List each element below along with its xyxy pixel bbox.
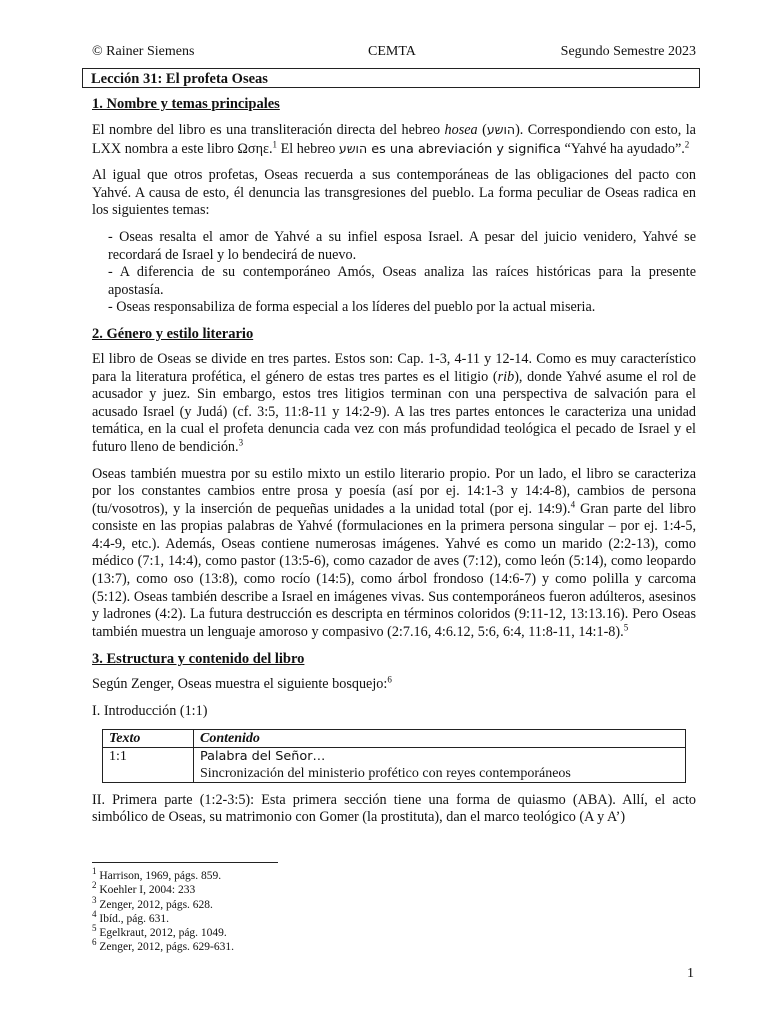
list-item: - Oseas responsabiliza de forma especial a los líderes del pueblo por la actual miseria. (108, 299, 596, 316)
footnote-ref: 4 (570, 498, 576, 509)
section-2-heading: 2. Género y estilo literario (92, 325, 254, 342)
section-1-paragraph-2: Al igual que otros profetas, Oseas recuerda a sus contemporáneas de las obligaciones del pacto con Yahvé. A causa de esto, él denuncia las transgresiones del pueblo. La forma peculiar de Oseas radica en los siguientes temas: (92, 167, 696, 219)
footnote: $^2$ Koehler I, 2004: 233 (92, 880, 196, 897)
themes-list (108, 229, 696, 317)
footnote-ref: 5 (623, 622, 629, 633)
footnote: $^6$ Zenger, 2012, págs. 629-631. (92, 937, 235, 954)
footnote-ref: 3 (238, 437, 244, 448)
footnote: $^4$ Ibíd., pág. 631. (92, 909, 170, 925)
footnotes (92, 866, 696, 955)
footnote-ref: 2 (684, 138, 690, 149)
page-number: 1 (687, 966, 694, 981)
footnote: $^1$ Harrison, 1969, págs. 859. (92, 866, 222, 882)
table-header-row (103, 729, 686, 747)
footnote: $^5$ Egelkraut, 2012, pág. 1049. (92, 923, 227, 940)
list-item: - Oseas resalta el amor de Yahvé a su infiel esposa Israel. A pesar del juicio venidero, Yahvé se recordará de Israel y lo bendecirá de nuevo. (108, 228, 696, 263)
header-semester: Segundo Semestre 2023 (560, 44, 696, 59)
outline-table (102, 729, 686, 783)
footnote: $^3$ Zenger, 2012, págs. 628. (92, 894, 213, 911)
footnote-divider (92, 862, 278, 863)
cell-reference: 1:1 (103, 747, 194, 782)
column-header-contenido: Contenido (194, 729, 686, 747)
section-2-paragraph-1: El libro de Oseas se divide en tres partes. Estos son: Cap. 1-3, 4-11 y 12-14. Como es muy característico para la literatura profética, el género de estas tres partes es el litigio (rib), donde Yahvé asume el rol de acusador y juez. Sin embargo, estos tres litigios terminan con una perspectiva de salvación para el acusado Israel (y Judá) (cf. 3:5, 11:8-11 y 14:2-9). A las tres partes entonces le caracteriza una unidad temática, en la cual el profeta denuncia cada vez con más profundidad teológica el pecado de Israel y el futuro lleno de bendición.$^3$ (92, 350, 696, 455)
hebrew-word: הושע (338, 140, 368, 156)
list-item: - A diferencia de su contemporáneo Amós, Oseas analiza las raíces históricas para la presente apostasía. (108, 264, 696, 298)
footnote-ref: 1 (272, 138, 278, 149)
table-row (103, 747, 686, 782)
outline-part-1: I. Introducción (1:1) (92, 703, 208, 720)
lesson-title: Lección 31: El profeta Oseas (82, 68, 700, 88)
section-3-heading: 3. Estructura y contenido del libro (92, 651, 305, 668)
footnote-ref: 6 (387, 674, 392, 685)
column-header-texto: Texto (103, 729, 194, 747)
cell-content: Palabra del Señor… Sincronización del ministerio profético con reyes contemporáneos (194, 747, 686, 782)
header-institution: CEMTA (368, 44, 416, 59)
outline-part-2: II. Primera parte (1:2-3:5): Esta primera sección tiene una forma de quiasmo (ABA). Allí, el acto simbólico de Oseas, su matrimonio con Gomer (la prostituta), dan el marco teológico (A y A’) (92, 791, 696, 826)
header-author: © Rainer Siemens (92, 44, 195, 59)
greek-word: Ωσηε (237, 140, 269, 157)
hebrew-word: הושע (486, 122, 516, 137)
section-2-paragraph-2: Oseas también muestra por su estilo mixto un estilo literario propio. Por un lado, el libro se caracteriza por los constantes cambios entre prosa y poesía (así por ej. 14:1-3 y 14:4-8), cambios de persona (tu/vosotros), y la inserción de pequeñas unidades a la unidad total (por ej. 14:9).$^4$ Gran parte del libro consiste en las propias palabras de Yahvé (formulaciones en la primera persona singular – por ej. 1:4-5, 4:4-9, etc.). Además, Oseas contiene numerosas imágenes. Yahvé es como un marido (2:2-13), como médico (7:1, 14:4), como pastor (13:5-6), como cazador de aves (7:12), como león (5:14), como leopardo (13:7), como oso (13:8), como rocío (14:5), como árbol frondoso (14:6-7) y como polilla y carcoma (5:12). Oseas también describe a Israel en imágenes vivas. Sus contemporáneos fueron adúlteros, asesinos y ladrones (4:2). La futura destrucción es descripta en términos coloridos (9:11-12, 13:13.16). Pero Oseas también muestra un lenguaje amoroso y compasivo (2:7.16, 4:6.12, 5:6, 6:4, 11:8-11, 14:1-8).$^5$ (92, 465, 696, 640)
section-3-paragraph-1: Según Zenger, Oseas muestra el siguiente bosquejo:$^6$ (92, 674, 392, 693)
section-1-paragraph-1: El nombre del libro es una transliteración directa del hebreo hosea (הושע). Correspondiendo con esto, la LXX nombra a este libro Ωσηε.$^1$ El hebreo הושע es una abreviación y significa “Yahvé ha ayudado”.$^2$ (92, 122, 696, 157)
section-1-heading: 1. Nombre y temas principales (92, 96, 280, 112)
document-body (92, 95, 696, 836)
